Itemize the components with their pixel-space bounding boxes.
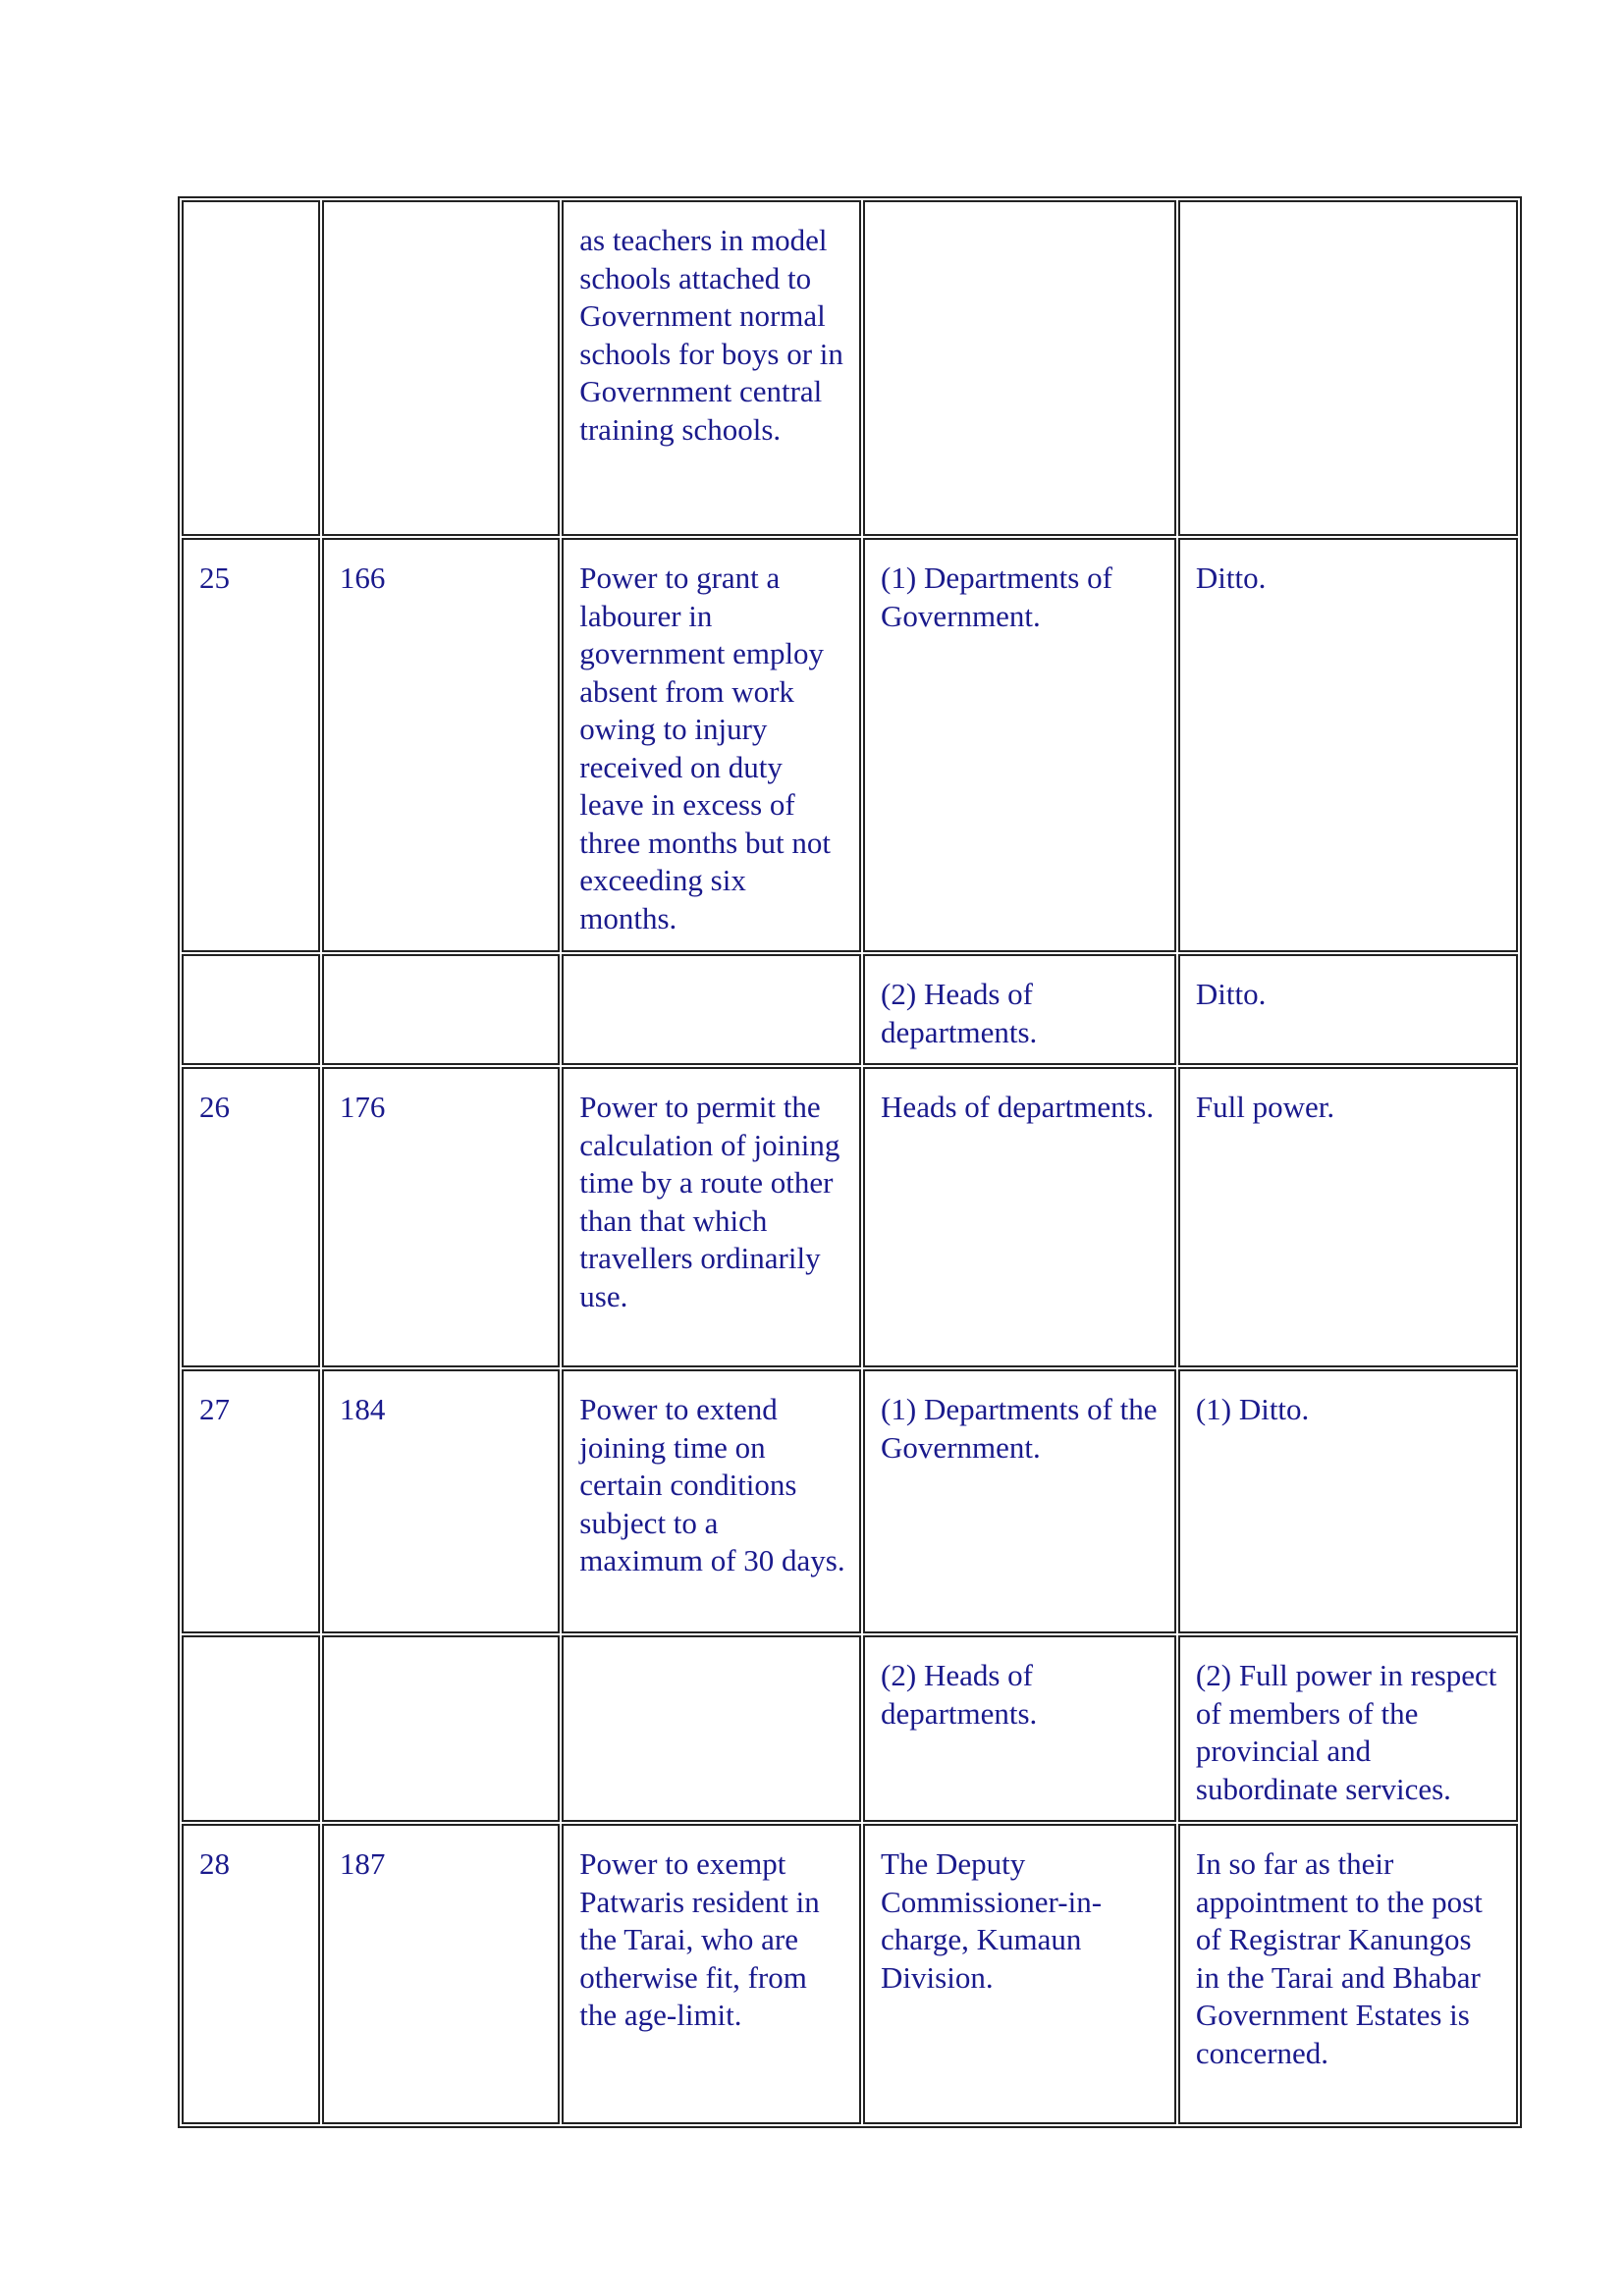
- nature-of-power-cell: Power to extend joining time on certain conditions subject to a maximum of 30 days.: [562, 1369, 861, 1633]
- authority-cell: The Deputy Commissioner-in-charge, Kumaun Division.: [863, 1824, 1176, 2124]
- serial-number-cell: [182, 954, 320, 1065]
- extent-cell: In so far as their appointment to the post of Registrar Kanungos in the Tarai and Bhabar Government Estates is concerned.: [1178, 1824, 1518, 2124]
- authority-cell: (1) Departments of the Government.: [863, 1369, 1176, 1633]
- serial-number-cell: 25: [182, 538, 320, 952]
- serial-number-cell: [182, 200, 320, 536]
- serial-number-cell: 26: [182, 1067, 320, 1367]
- serial-number-cell: [182, 1635, 320, 1822]
- nature-of-power-cell: Power to exempt Patwaris resident in the Tarai, who are otherwise fit, from the age-limit.: [562, 1824, 861, 2124]
- serial-number-cell: 27: [182, 1369, 320, 1633]
- extent-cell: (2) Full power in respect of members of the provincial and subordinate services.: [1178, 1635, 1518, 1822]
- authority-cell: [863, 200, 1176, 536]
- rule-number-cell: [322, 954, 560, 1065]
- extent-cell: Ditto.: [1178, 538, 1518, 952]
- table-row: [182, 200, 1518, 536]
- serial-number-cell: 28: [182, 1824, 320, 2124]
- delegation-table: [178, 196, 1522, 2128]
- nature-of-power-cell: [562, 1635, 861, 1822]
- authority-cell: (2) Heads of departments.: [863, 954, 1176, 1065]
- rule-number-cell: 166: [322, 538, 560, 952]
- authority-cell: (1) Departments of Government.: [863, 538, 1176, 952]
- authority-cell: (2) Heads of departments.: [863, 1635, 1176, 1822]
- rule-number-cell: [322, 1635, 560, 1822]
- rule-number-cell: [322, 200, 560, 536]
- table-row: [182, 1635, 1518, 1822]
- table-row: [182, 1824, 1518, 2124]
- extent-cell: Full power.: [1178, 1067, 1518, 1367]
- extent-cell: (1) Ditto.: [1178, 1369, 1518, 1633]
- authority-cell: Heads of departments.: [863, 1067, 1176, 1367]
- table-row: [182, 538, 1518, 952]
- table-row: [182, 1369, 1518, 1633]
- extent-cell: Ditto.: [1178, 954, 1518, 1065]
- extent-cell: [1178, 200, 1518, 536]
- table-row: [182, 954, 1518, 1065]
- rule-number-cell: 184: [322, 1369, 560, 1633]
- table-row: [182, 1067, 1518, 1367]
- nature-of-power-cell: [562, 954, 861, 1065]
- rule-number-cell: 176: [322, 1067, 560, 1367]
- nature-of-power-cell: Power to grant a labourer in government employ absent from work owing to injury received on duty leave in excess of three months but not exceeding six months.: [562, 538, 861, 952]
- rule-number-cell: 187: [322, 1824, 560, 2124]
- nature-of-power-cell: Power to permit the calculation of joining time by a route other than that which travellers ordinarily use.: [562, 1067, 861, 1367]
- nature-of-power-cell: as teachers in model schools attached to Government normal schools for boys or in Government central training schools.: [562, 200, 861, 536]
